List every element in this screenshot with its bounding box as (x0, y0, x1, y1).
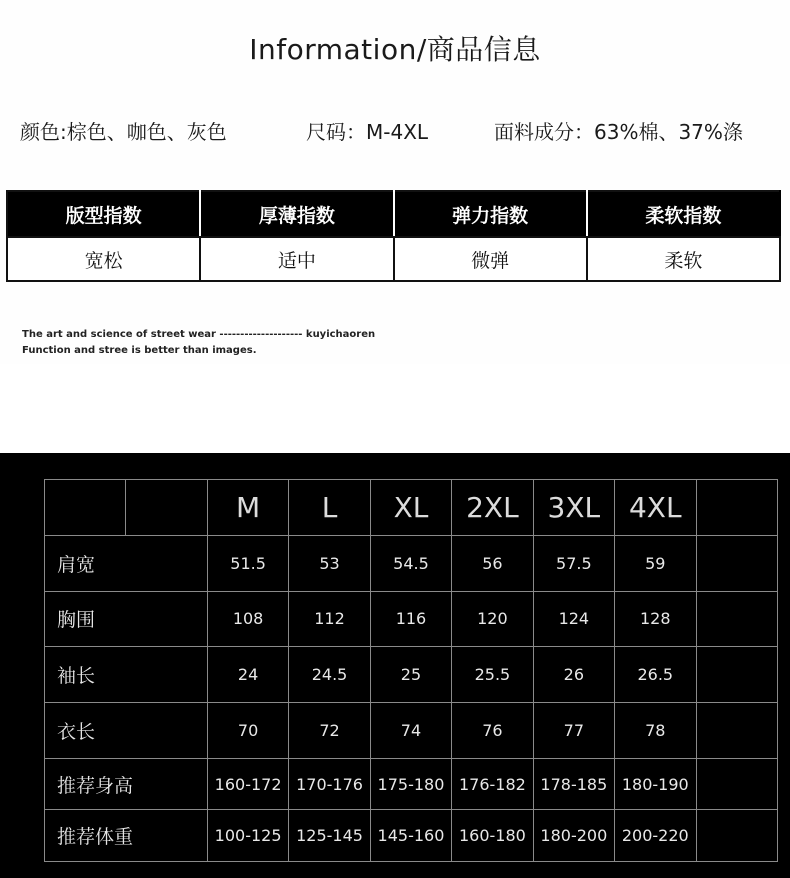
index-value-elasticity: 微弹 (394, 237, 587, 281)
index-header-softness: 柔软指数 (587, 191, 780, 237)
slogan (22, 327, 375, 359)
size-header-xl: XL (370, 480, 451, 536)
row-label-chest: 胸围 (45, 591, 208, 647)
row-label-length: 衣长 (45, 703, 208, 759)
size-cell: 70 (207, 703, 288, 759)
size-empty-cell (696, 535, 778, 591)
size-header-3xl: 3XL (533, 480, 614, 536)
size-header-l: L (289, 480, 370, 536)
index-header-row (7, 191, 780, 237)
size-row-height (45, 758, 778, 810)
size-empty-cell (696, 591, 778, 647)
size-cell: 53 (289, 535, 370, 591)
size-cell: 145-160 (370, 810, 451, 862)
size-cell: 124 (533, 591, 614, 647)
index-header-fit: 版型指数 (7, 191, 200, 237)
page-title: Information/商品信息 (249, 33, 541, 66)
row-label-shoulder: 肩宽 (45, 535, 208, 591)
row-label-weight: 推荐体重 (45, 810, 208, 862)
size-cell: 72 (289, 703, 370, 759)
size-cell: 175-180 (370, 758, 451, 810)
fabric-spec: 面料成分：63%棉、37%涤 (494, 120, 743, 144)
slogan-line-2: Function and stree is better than images. (22, 345, 257, 356)
product-info-panel (0, 0, 790, 364)
size-spec: 尺码：M-4XL (306, 120, 429, 144)
size-cell: 26 (533, 647, 614, 703)
index-table (6, 190, 781, 282)
size-cell: 128 (615, 591, 696, 647)
size-cell: 178-185 (533, 758, 614, 810)
size-cell: 74 (370, 703, 451, 759)
size-cell: 76 (452, 703, 533, 759)
row-label-sleeve: 袖长 (45, 647, 208, 703)
size-header-empty-cell (45, 480, 126, 536)
size-empty-cell (696, 810, 778, 862)
size-cell: 125-145 (289, 810, 370, 862)
size-row-weight (45, 810, 778, 862)
size-cell: 180-190 (615, 758, 696, 810)
size-cell: 54.5 (370, 535, 451, 591)
index-header-elasticity: 弹力指数 (394, 191, 587, 237)
size-cell: 78 (615, 703, 696, 759)
size-header-2xl: 2XL (452, 480, 533, 536)
size-cell: 25 (370, 647, 451, 703)
size-row-chest (45, 591, 778, 647)
color-spec: 颜色:棕色、咖色、灰色 (20, 120, 227, 144)
size-cell: 24 (207, 647, 288, 703)
size-row-sleeve (45, 647, 778, 703)
size-header-row (45, 480, 778, 536)
size-cell: 25.5 (452, 647, 533, 703)
slogan-line-1: The art and science of street wear -------------------- kuyichaoren (22, 329, 376, 340)
size-chart-panel (0, 453, 790, 878)
size-cell: 160-180 (452, 810, 533, 862)
size-cell: 59 (615, 535, 696, 591)
index-value-thickness: 适中 (200, 237, 393, 281)
size-cell: 200-220 (615, 810, 696, 862)
size-header-m: M (207, 480, 288, 536)
size-cell: 120 (452, 591, 533, 647)
size-cell: 26.5 (615, 647, 696, 703)
size-empty-cell (696, 647, 778, 703)
size-header-empty-cell (696, 480, 778, 536)
size-empty-cell (696, 703, 778, 759)
size-header-empty-cell (126, 480, 207, 536)
size-cell: 116 (370, 591, 451, 647)
size-cell: 57.5 (533, 535, 614, 591)
size-cell: 108 (207, 591, 288, 647)
index-header-thickness: 厚薄指数 (200, 191, 393, 237)
size-cell: 176-182 (452, 758, 533, 810)
size-cell: 180-200 (533, 810, 614, 862)
size-cell: 77 (533, 703, 614, 759)
size-cell: 160-172 (207, 758, 288, 810)
row-label-height: 推荐身高 (45, 758, 208, 810)
size-row-shoulder (45, 535, 778, 591)
index-value-softness: 柔软 (587, 237, 780, 281)
size-chart-table (44, 479, 778, 862)
size-cell: 170-176 (289, 758, 370, 810)
size-header-4xl: 4XL (615, 480, 696, 536)
size-cell: 24.5 (289, 647, 370, 703)
size-cell: 51.5 (207, 535, 288, 591)
size-empty-cell (696, 758, 778, 810)
index-value-fit: 宽松 (7, 237, 200, 281)
specs-row (20, 116, 770, 146)
size-cell: 100-125 (207, 810, 288, 862)
index-value-row (7, 237, 780, 281)
size-cell: 56 (452, 535, 533, 591)
size-cell: 112 (289, 591, 370, 647)
size-row-length (45, 703, 778, 759)
